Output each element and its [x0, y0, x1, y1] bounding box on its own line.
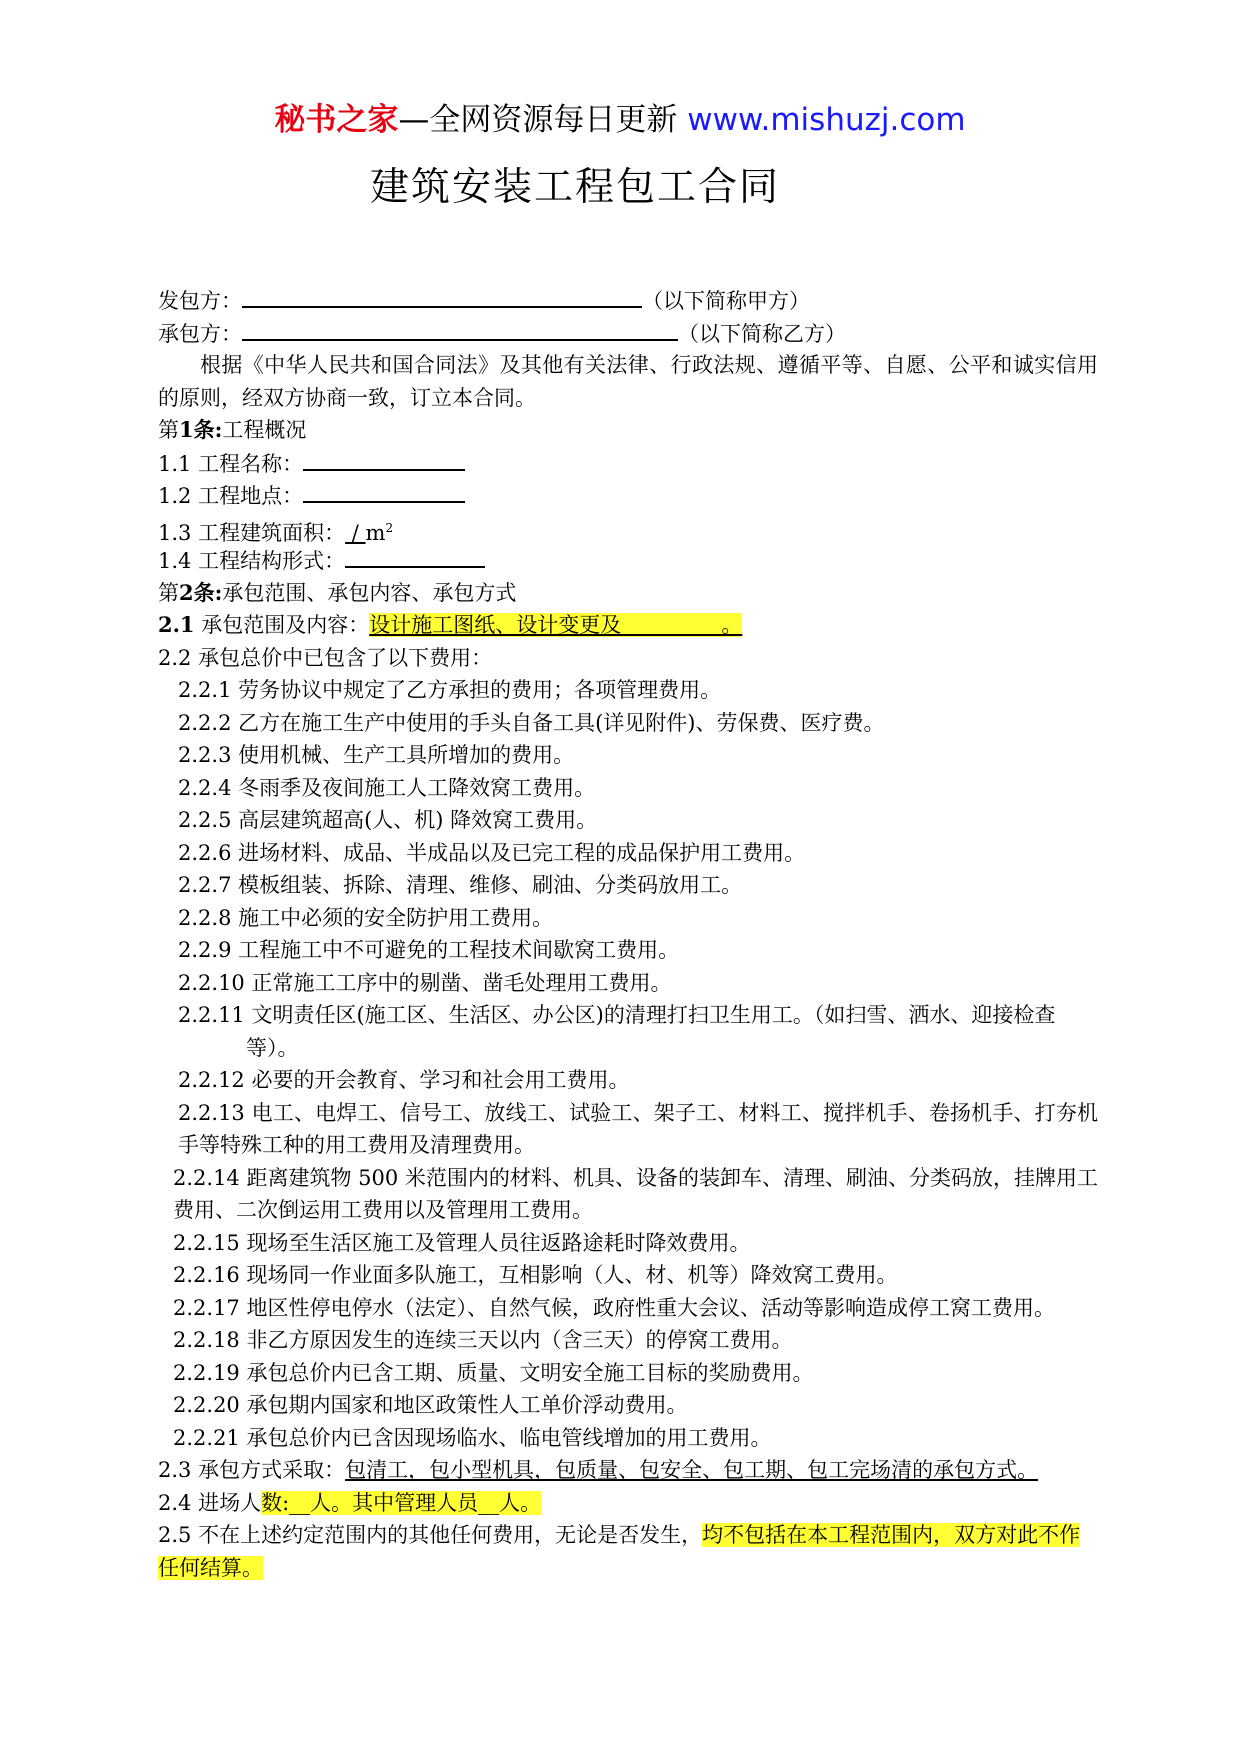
- list-item: 2.2.5 高层建筑超高(人、机) 降效窝工费用。: [178, 808, 598, 832]
- list-item: 2.2.9 工程施工中不可避免的工程技术间歇窝工费用。: [178, 938, 680, 962]
- area-unit-sup: 2: [385, 520, 394, 535]
- list-item: 2.2.8 施工中必须的安全防护用工费用。: [178, 905, 554, 930]
- item-2-4-value: 数:__人。其中管理人员__人。: [261, 1490, 542, 1515]
- party-a-label: 发包方：: [158, 289, 242, 313]
- item-2-4-label: 2.4 进场人: [158, 1490, 262, 1515]
- list-item: 2.2.14 距离建筑物 500 米范围内的材料、机具、设备的装卸车、清理、刷油、分类码放，挂牌用工费用、二次倒运用工费用以及管理用工费用。: [173, 1165, 1098, 1222]
- banner-slogan: —全网资源每日更新: [398, 102, 678, 138]
- list-item: 2.2.1 劳务协议中规定了乙方承担的费用；各项管理费用。: [178, 678, 722, 702]
- list-item: 2.2.13 电工、电焊工、信号工、放线工、试验工、架子工、材料工、搅拌机手、卷扬机手、打夯机手等特殊工种的用工费用及清理费用。: [178, 1100, 1098, 1157]
- list-item: 2.2.3 使用机械、生产工具所增加的费用。: [178, 743, 575, 767]
- list-item: 2.2.10 正常施工工序中的剔凿、凿毛处理用工费用。: [178, 970, 672, 995]
- item-1-1-label: 1.1 工程名称：: [158, 451, 304, 476]
- article-1-heading: [158, 414, 1098, 447]
- party-a-note: （以下简称甲方）: [642, 289, 810, 313]
- item-2-1-label: 承包范围及内容：: [194, 613, 370, 637]
- item-2-2: 2.2 承包总价中已包含了以下费用：: [158, 645, 493, 670]
- project-location-blank[interactable]: [303, 479, 465, 503]
- party-b-label: 承包方：: [158, 321, 242, 346]
- list-item: 2.2.15 现场至生活区施工及管理人员往返路途耗时降效费用。: [173, 1230, 751, 1255]
- party-b-blank[interactable]: [242, 317, 678, 341]
- article-suffix: 条:: [193, 417, 223, 442]
- banner-brand: 秘书之家: [274, 102, 399, 138]
- item-1-3: [158, 512, 1098, 545]
- item-2-3-value: 包清工，包小型机具，包质量、包安全、包工期、包工完场清的承包方式。: [345, 1458, 1039, 1482]
- article-title: 承包范围、承包内容、承包方式: [222, 580, 517, 605]
- document-title: 建筑安装工程包工合同: [369, 165, 780, 210]
- banner-url[interactable]: www.mishuzj.com: [687, 102, 966, 138]
- item-1-4: [158, 544, 1098, 577]
- article-prefix: 第: [158, 418, 179, 442]
- area-value[interactable]: /: [345, 520, 366, 545]
- item-2-4: [158, 1487, 1098, 1520]
- list-item: 2.2.7 模板组装、拆除、清理、维修、刷油、分类码放用工。: [178, 873, 743, 897]
- item-2-3: [158, 1454, 1098, 1487]
- list-item: 2.2.18 非乙方原因发生的连续三天以内（含三天）的停窝工费用。: [173, 1328, 793, 1352]
- intro-paragraph: 根据《中华人民共和国合同法》及其他有关法律、行政法规、遵循平等、自愿、公平和诚实信用的原则，经双方协商一致，订立本合同。: [158, 353, 1098, 410]
- item-1-1: [158, 447, 1098, 480]
- item-1-3-label: 1.3 工程建筑面积：: [158, 520, 346, 545]
- list-item: 2.2.16 现场同一作业面多队施工，互相影响（人、材、机等）降效窝工费用。: [173, 1263, 898, 1287]
- article-title: 工程概况: [222, 418, 307, 442]
- structure-blank[interactable]: [345, 544, 485, 568]
- item-1-4-label: 1.4 工程结构形式：: [158, 549, 346, 573]
- list-item: 2.2.6 进场材料、成品、半成品以及已完工程的成品保护用工费用。: [178, 840, 806, 865]
- item-1-2: [158, 479, 1098, 512]
- item-2-1: [158, 609, 1098, 642]
- list-item: 2.2.20 承包期内国家和地区政策性人工单价浮动费用。: [173, 1393, 688, 1417]
- item-1-2-label: 1.2 工程地点：: [158, 484, 304, 508]
- list-item: 2.2.11 文明责任区(施工区、生活区、办公区)的清理打扫卫生用工。（如扫雪、洒水、迎接检查: [178, 1003, 1056, 1027]
- item-2-1-value: 设计施工图纸、设计变更及 。: [369, 613, 743, 637]
- list-item-continuation: 等）。: [246, 1035, 299, 1060]
- list-item: 2.2.19 承包总价内已含工期、质量、文明安全施工目标的奖励费用。: [173, 1360, 814, 1385]
- item-2-1-number: 2.1: [158, 612, 195, 637]
- party-a-line: [158, 284, 1098, 317]
- list-item: 2.2.21 承包总价内已含因现场临水、临电管线增加的用工费用。: [173, 1425, 772, 1450]
- article-2-heading: [158, 577, 1098, 610]
- list-item: 2.2.12 必要的开会教育、学习和社会用工费用。: [178, 1068, 630, 1092]
- article-prefix: 第: [158, 580, 179, 605]
- article-number: 2: [179, 579, 194, 605]
- item-2-5-highlight: 均不包括在本工程范围内，双方对此不作任何结算。: [158, 1523, 1081, 1580]
- site-banner: [0, 100, 1240, 140]
- list-item: 2.2.2 乙方在施工生产中使用的手头自备工具(详见附件)、劳保费、医疗费。: [178, 710, 885, 735]
- contract-body: [158, 284, 1098, 1584]
- list-item: 2.2.4 冬雨季及夜间施工人工降效窝工费用。: [178, 775, 596, 800]
- item-2-3-label: 2.3 承包方式采取：: [158, 1458, 346, 1482]
- article-number: 1: [179, 417, 194, 442]
- article-suffix: 条:: [193, 579, 223, 605]
- area-unit: m: [365, 520, 386, 545]
- list-item: 2.2.17 地区性停电停水（法定）、自然气候，政府性重大会议、活动等影响造成停工窝工费用。: [173, 1295, 1055, 1320]
- party-a-blank[interactable]: [242, 284, 642, 308]
- project-name-blank[interactable]: [303, 447, 465, 471]
- party-b-note: （以下简称乙方）: [678, 321, 846, 346]
- party-b-line: [158, 317, 1098, 350]
- item-2-5: [158, 1519, 1098, 1584]
- item-2-5-text: 2.5 不在上述约定范围内的其他任何费用，无论是否发生，: [158, 1523, 703, 1547]
